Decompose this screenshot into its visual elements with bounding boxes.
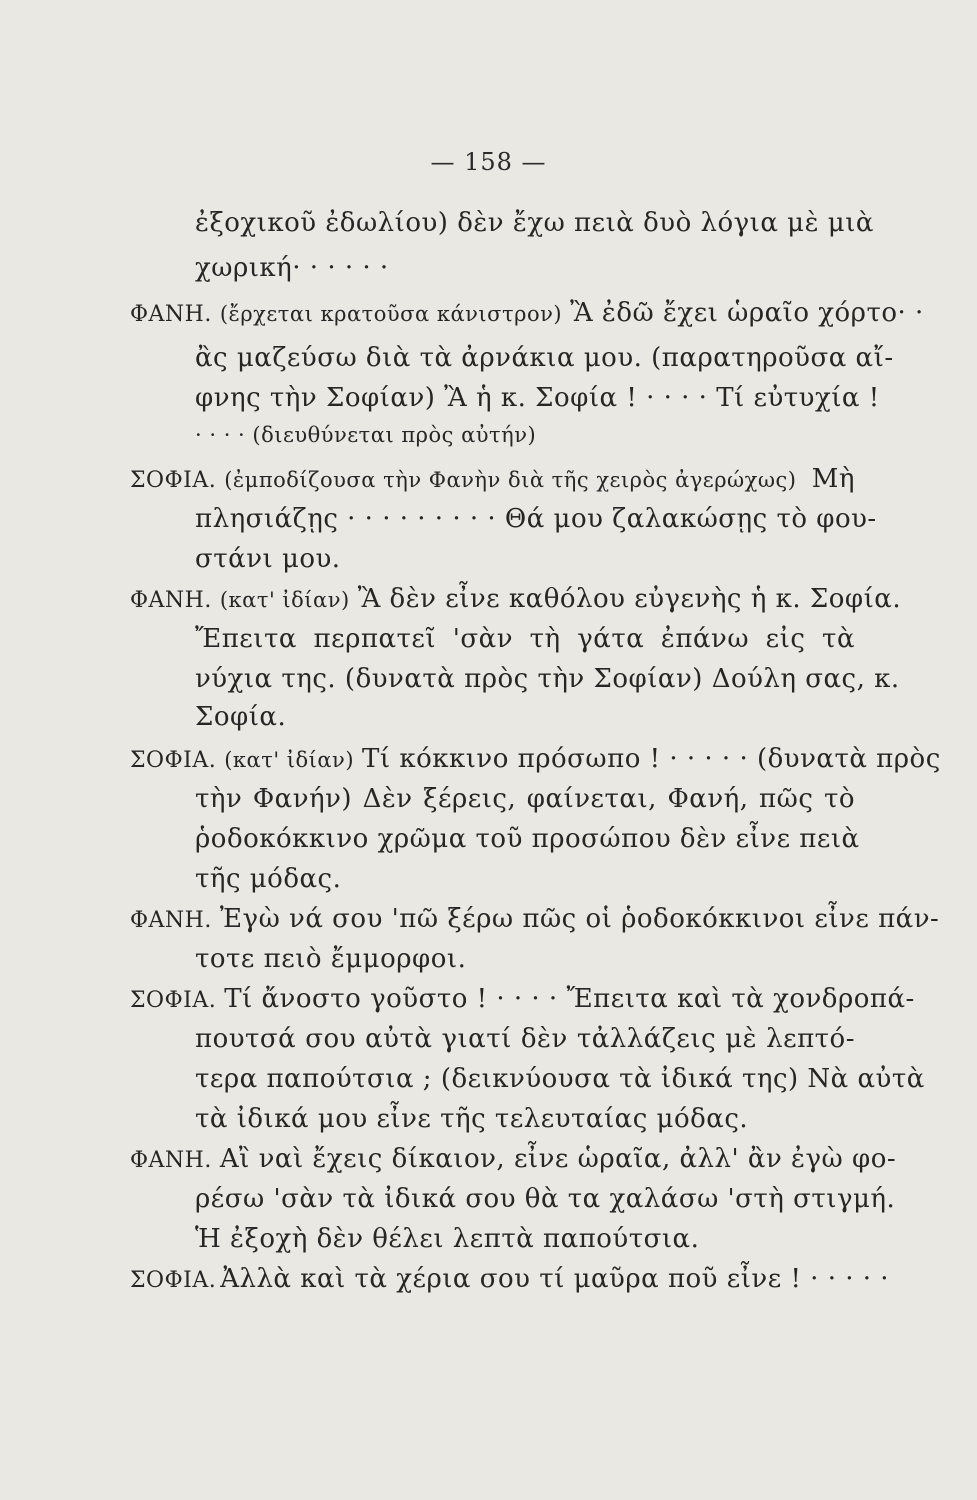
- text-line: [130, 1142, 897, 1178]
- text-line: [195, 381, 880, 415]
- line-text: πουτσά σου αὐτὰ γιατί δὲν τἀλλάζεις μὲ λεπτό-: [195, 1024, 855, 1054]
- line-text: Ἀλλὰ καὶ τὰ χέρια σου τί μαῦρα ποῦ εἶνε ! · · · · ·: [220, 1264, 890, 1294]
- speaker-name: ΦΑΝΗ.: [130, 1148, 212, 1173]
- speaker-name: ΣΟΦΙΑ.: [130, 988, 217, 1013]
- text-line: [195, 662, 900, 696]
- line-text: πλησιάζῃς · · · · · · · · · Θά μου ζαλακώσῃς τὸ φου-: [195, 504, 877, 534]
- line-text: τῆς μόδας.: [195, 864, 342, 894]
- line-text: τερα παπούτσια ; (δεικνύουσα τὰ ἰδικά της) Νὰ αὐτὰ: [195, 1064, 925, 1094]
- text-line: [195, 206, 874, 240]
- line-text: Ἔπειτα περπατεῖ 'σὰν τὴ γάτα ἐπάνω εἰς τὰ: [195, 624, 855, 654]
- text-line: [130, 296, 924, 332]
- text-line: [195, 341, 894, 375]
- text-line: [195, 782, 855, 816]
- text-line: [195, 622, 855, 656]
- speaker-name: ΦΑΝΗ.: [130, 588, 212, 613]
- speaker-name: ΣΟΦΙΑ.: [130, 748, 217, 773]
- speaker-name: ΣΟΦΙΑ.: [130, 468, 217, 493]
- line-text: στάνι μου.: [195, 544, 341, 574]
- line-text: Ἡ ἐξοχὴ δὲν θέλει λεπτὰ παπούτσια.: [195, 1224, 700, 1254]
- speaker-name: ΦΑΝΗ.: [130, 908, 212, 933]
- text-line: [195, 1182, 896, 1216]
- text-line: [130, 582, 902, 618]
- line-text: τὰ ἰδικά μου εἶνε τῆς τελευταίας μόδας.: [195, 1104, 749, 1134]
- line-text: Ἂ δὲν εἶνε καθόλου εὐγενὴς ἡ κ. Σοφία.: [357, 584, 902, 614]
- line-text: Ἐγὼ νά σου 'πῶ ξέρω πῶς οἱ ῥοδοκόκκινοι εἶνε πάν-: [219, 904, 940, 934]
- line-text: Τί ἄνοστο γοῦστο ! · · · · Ἔπειτα καὶ τὰ χονδροπά-: [224, 984, 915, 1014]
- text-line: [195, 502, 877, 536]
- text-line: [130, 902, 940, 938]
- text-line: [195, 542, 341, 576]
- speaker-name: ΣΟΦΙΑ.: [130, 1268, 217, 1293]
- speaker-name: ΦΑΝΗ.: [130, 302, 212, 327]
- text-line: [195, 418, 536, 452]
- line-text: ἐξοχικοῦ ἐδωλίου) δὲν ἔχω πειὰ δυὸ λόγια μὲ μιὰ: [195, 208, 874, 238]
- line-text: τοτε πειὸ ἔμμορφοι.: [195, 944, 467, 974]
- line-text: φνης τὴν Σοφίαν) Ἂ ἡ κ. Σοφία ! · · · · Τί εὐτυχία !: [195, 383, 880, 413]
- text-line: [195, 822, 860, 856]
- line-text: ῥοδοκόκκινο χρῶμα τοῦ προσώπου δὲν εἶνε πειὰ: [195, 824, 860, 854]
- line-text: τὴν Φανήν) Δὲν ξέρεις, φαίνεται, Φανή, πῶς τὸ: [195, 784, 855, 814]
- stage-direction: (κατ' ἰδίαν): [224, 748, 355, 772]
- text-line: [195, 862, 341, 896]
- line-text: ρέσω 'σὰν τὰ ἰδικά σου θὰ τα χαλάσω 'στὴ στιγμή.: [195, 1184, 896, 1214]
- text-line: [195, 1222, 699, 1256]
- text-line: [195, 942, 466, 976]
- text-line: [195, 251, 389, 285]
- page-number: — 158 —: [430, 148, 547, 176]
- line-text: Σοφία.: [195, 702, 287, 732]
- stage-direction: (ἔρχεται κρατοῦσα κάνιστρον): [219, 302, 563, 326]
- text-line: [130, 1262, 890, 1298]
- text-line: [130, 742, 941, 778]
- line-text: νύχια της. (δυνατὰ πρὸς τὴν Σοφίαν) Δούλη σας, κ.: [195, 664, 900, 694]
- text-line: [130, 982, 915, 1018]
- line-text: · · · · (διευθύνεται πρὸς αὐτήν): [195, 423, 537, 447]
- stage-direction: (ἐμποδίζουσα τὴν Φανὴν διὰ τῆς χειρὸς ἀγερώχως): [224, 468, 797, 492]
- text-line: [195, 700, 286, 734]
- line-text: Τί κόκκινο πρόσωπο ! · · · · · (δυνατὰ πρὸς: [362, 744, 941, 774]
- line-text: Ἂ ἐδῶ ἔχει ὡραῖο χόρτο· ·: [570, 298, 924, 328]
- line-text: Αἲ ναὶ ἔχεις δίκαιον, εἶνε ὡραῖα, ἀλλ' ἂν ἐγὼ φο-: [219, 1144, 897, 1174]
- text-line: [195, 1062, 925, 1096]
- stage-direction: (κατ' ἰδίαν): [219, 588, 350, 612]
- line-text: Μὴ: [811, 464, 855, 494]
- text-line: [130, 462, 855, 498]
- text-line: [195, 1102, 748, 1136]
- line-text: ἂς μαζεύσω διὰ τὰ ἀρνάκια μου. (παρατηροῦσα αἴ-: [195, 343, 894, 373]
- line-text: χωρική· · · · · ·: [195, 253, 389, 283]
- text-line: [195, 1022, 855, 1056]
